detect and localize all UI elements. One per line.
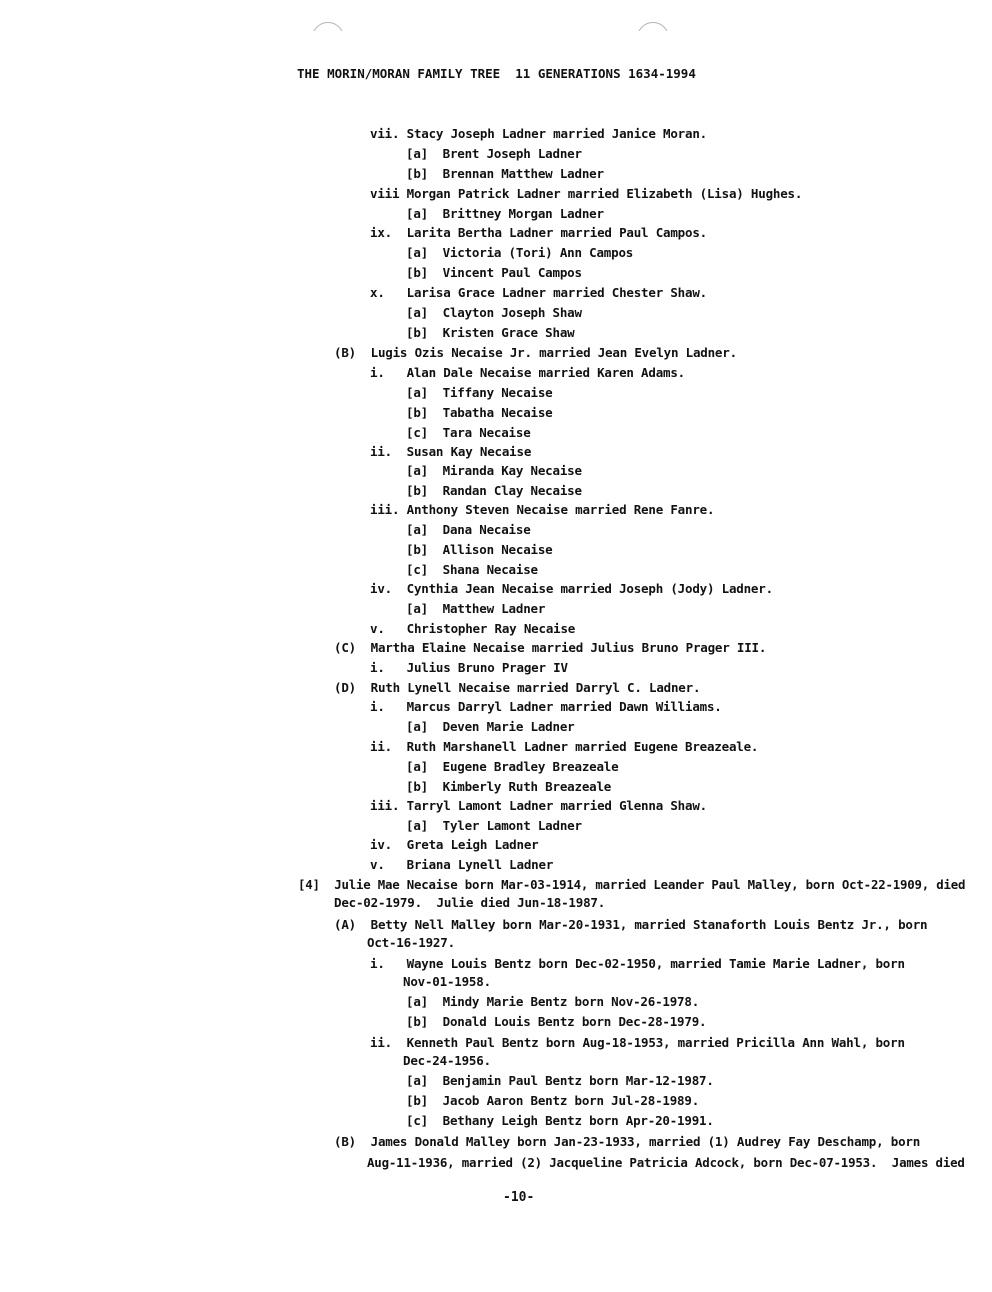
- genealogy-line: [b] Tabatha Necaise: [406, 405, 553, 420]
- genealogy-line: [a] Tyler Lamont Ladner: [406, 818, 582, 833]
- genealogy-line: [a] Clayton Joseph Shaw: [406, 305, 582, 320]
- genealogy-line: [c] Shana Necaise: [406, 562, 538, 577]
- genealogy-line: [a] Victoria (Tori) Ann Campos: [406, 245, 634, 260]
- genealogy-line: (B) Lugis Ozis Necaise Jr. married Jean Evelyn Ladner.: [334, 345, 737, 360]
- genealogy-line: v. Briana Lynell Ladner: [370, 857, 554, 872]
- genealogy-line: v. Christopher Ray Necaise: [370, 621, 576, 636]
- page-number: -10-: [503, 1190, 535, 1205]
- genealogy-line: i. Julius Bruno Prager IV: [370, 660, 568, 675]
- genealogy-line: i. Alan Dale Necaise married Karen Adams.: [370, 365, 686, 380]
- genealogy-line: [b] Vincent Paul Campos: [406, 265, 582, 280]
- genealogy-line: [a] Mindy Marie Bentz born Nov-26-1978.: [406, 994, 700, 1009]
- page-header-title: THE MORIN/MORAN FAMILY TREE 11 GENERATIONS 1634-1994: [297, 66, 696, 81]
- genealogy-line: iv. Greta Leigh Ladner: [370, 837, 539, 852]
- genealogy-line: [c] Tara Necaise: [406, 425, 531, 440]
- genealogy-line: (B) James Donald Malley born Jan-23-1933, married (1) Audrey Fay Deschamp, born: [334, 1134, 921, 1149]
- hole-punch-right: [637, 22, 669, 54]
- genealogy-line: [a] Matthew Ladner: [406, 601, 546, 616]
- genealogy-line: (D) Ruth Lynell Necaise married Darryl C. Ladner.: [334, 680, 701, 695]
- genealogy-line: x. Larisa Grace Ladner married Chester Shaw.: [370, 285, 707, 300]
- genealogy-line: ii. Ruth Marshanell Ladner married Eugene Breazeale.: [370, 739, 759, 754]
- genealogy-line: [a] Brittney Morgan Ladner: [406, 206, 604, 221]
- genealogy-line: (C) Martha Elaine Necaise married Julius Bruno Prager III.: [334, 640, 767, 655]
- genealogy-line: ix. Larita Bertha Ladner married Paul Campos.: [370, 225, 707, 240]
- genealogy-line: Nov-01-1958.: [403, 974, 491, 989]
- genealogy-line: Dec-24-1956.: [403, 1053, 491, 1068]
- genealogy-line: [a] Deven Marie Ladner: [406, 719, 575, 734]
- genealogy-line: [4] Julie Mae Necaise born Mar-03-1914, married Leander Paul Malley, born Oct-22-1909, died: [298, 877, 966, 892]
- genealogy-line: iii. Anthony Steven Necaise married Rene Fanre.: [370, 502, 715, 517]
- genealogy-line: iii. Tarryl Lamont Ladner married Glenna Shaw.: [370, 798, 707, 813]
- genealogy-line: [b] Randan Clay Necaise: [406, 483, 582, 498]
- genealogy-line: [a] Dana Necaise: [406, 522, 531, 537]
- genealogy-line: i. Wayne Louis Bentz born Dec-02-1950, married Tamie Marie Ladner, born: [370, 956, 905, 971]
- genealogy-line: Oct-16-1927.: [367, 935, 455, 950]
- genealogy-line: vii. Stacy Joseph Ladner married Janice Moran.: [370, 126, 707, 141]
- genealogy-line: viii Morgan Patrick Ladner married Elizabeth (Lisa) Hughes.: [370, 186, 803, 201]
- genealogy-line: [b] Brennan Matthew Ladner: [406, 166, 604, 181]
- genealogy-line: ii. Kenneth Paul Bentz born Aug-18-1953, married Pricilla Ann Wahl, born: [370, 1035, 905, 1050]
- genealogy-line: [a] Tiffany Necaise: [406, 385, 553, 400]
- genealogy-line: (A) Betty Nell Malley born Mar-20-1931, married Stanaforth Louis Bentz Jr., born: [334, 917, 928, 932]
- genealogy-line: ii. Susan Kay Necaise: [370, 444, 532, 459]
- genealogy-line: [b] Jacob Aaron Bentz born Jul-28-1989.: [406, 1093, 700, 1108]
- genealogy-line: [a] Miranda Kay Necaise: [406, 463, 582, 478]
- genealogy-line: [c] Bethany Leigh Bentz born Apr-20-1991.: [406, 1113, 714, 1128]
- genealogy-line: [a] Eugene Bradley Breazeale: [406, 759, 619, 774]
- genealogy-line: [a] Brent Joseph Ladner: [406, 146, 582, 161]
- hole-punch-left: [312, 22, 344, 54]
- genealogy-line: [b] Allison Necaise: [406, 542, 553, 557]
- genealogy-line: Aug-11-1936, married (2) Jacqueline Patricia Adcock, born Dec-07-1953. James died: [367, 1155, 965, 1170]
- genealogy-line: Dec-02-1979. Julie died Jun-18-1987.: [334, 895, 606, 910]
- genealogy-line: [b] Donald Louis Bentz born Dec-28-1979.: [406, 1014, 707, 1029]
- genealogy-line: [b] Kimberly Ruth Breazeale: [406, 779, 612, 794]
- genealogy-line: [b] Kristen Grace Shaw: [406, 325, 575, 340]
- genealogy-line: [a] Benjamin Paul Bentz born Mar-12-1987.: [406, 1073, 714, 1088]
- genealogy-line: i. Marcus Darryl Ladner married Dawn Williams.: [370, 699, 722, 714]
- genealogy-line: iv. Cynthia Jean Necaise married Joseph (Jody) Ladner.: [370, 581, 773, 596]
